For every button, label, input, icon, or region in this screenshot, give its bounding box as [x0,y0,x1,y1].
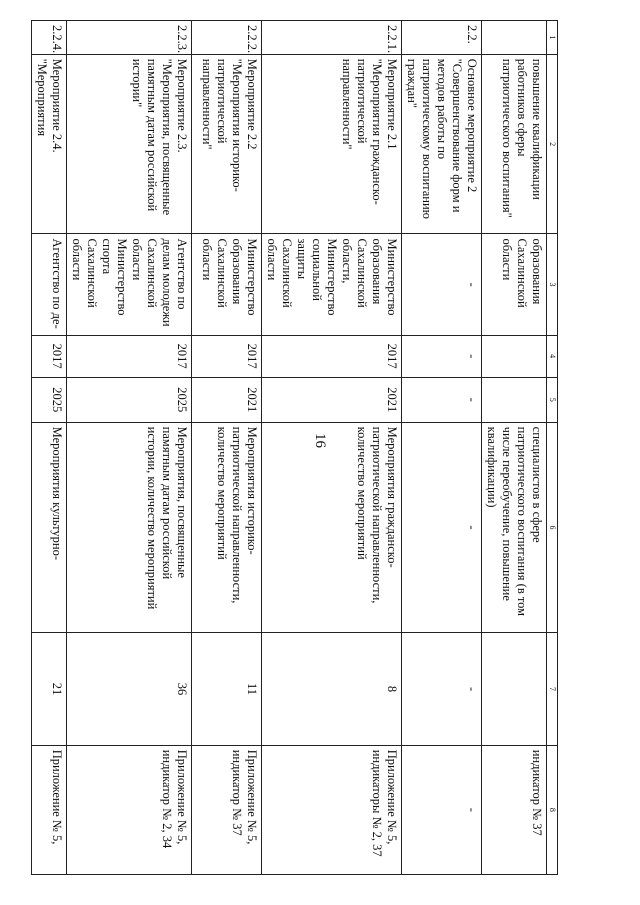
indicator: Мероприятия историко-патриотической направленности, количество мероприятий [192,422,262,633]
start-year: 2017 [192,335,262,377]
column-number: 5 [547,377,558,422]
table-row [192,21,262,875]
indicator-value: 8 [262,633,402,745]
executor: Агентство по де- [32,234,67,335]
executor: Министерство образования Сахалинской области [192,234,262,335]
event-name: Мероприятие 2.1 "Мероприятия гражданско-патриотической направленности" [262,54,402,234]
start-year: 2017 [67,335,192,377]
page-number: 16 [312,433,328,448]
column-number-row [547,21,558,875]
start-year [482,335,547,377]
indicator-value: 11 [192,633,262,745]
start-year: - [402,335,482,377]
indicator-link: Приложение № 5, индикаторы № 2, 37 [262,745,402,874]
program-events-table [31,20,558,875]
item-number: 2.2. [402,21,482,55]
table-row [67,21,192,875]
end-year: - [402,377,482,422]
executor: - [402,234,482,335]
column-number: 8 [547,745,558,874]
indicator-link: Приложение № 5, индикатор № 2, 34 [67,745,192,874]
event-name: Мероприятие 2.2 "Мероприятия историко-патриотической направленности" [192,54,262,234]
indicator: специалистов в сфере патриотического воспитания (в том числе переобучение, повышение квалификации) [482,422,547,633]
indicator-link: индикатор № 37 [482,745,547,874]
item-number: 2.2.4. [32,21,67,55]
column-number: 6 [547,422,558,633]
indicator-link: Приложение № 5, индикатор № 37 [192,745,262,874]
indicator-link: - [402,745,482,874]
indicator-link: Приложение № 5, [32,745,67,874]
table-row [402,21,482,875]
start-year: 2017 [32,335,67,377]
indicator-value: 21 [32,633,67,745]
item-number [482,21,547,55]
column-number: 2 [547,54,558,234]
item-number: 2.2.3. [67,21,192,55]
start-year: 2017 [262,335,402,377]
executor: Агентство по делам молодежи Сахалинской области Министерство спорта Сахалинской области [67,234,192,335]
executor: образования Сахалинской области [482,234,547,335]
table-row [262,21,402,875]
indicator-value: 36 [67,633,192,745]
column-number: 3 [547,234,558,335]
end-year: 2025 [32,377,67,422]
indicator-value: - [402,633,482,745]
column-number: 7 [547,633,558,745]
indicator: Мероприятия, посвященные памятным датам российской истории, количество мероприятий [67,422,192,633]
end-year: 2021 [262,377,402,422]
end-year [482,377,547,422]
event-name: Мероприятие 2.3. "Мероприятия, посвященные памятным датам российской истории" [67,54,192,234]
indicator: - [402,422,482,633]
end-year: 2021 [192,377,262,422]
event-name: повышение квалификации работников сферы патриотического воспитания" [482,54,547,234]
event-name: Основное мероприятие 2 "Совершенствование форм и методов работы по патриотическому воспитанию граждан" [402,54,482,234]
item-number: 2.2.2. [192,21,262,55]
item-number: 2.2.1. [262,21,402,55]
indicator: Мероприятия культурно- [32,422,67,633]
table-row [32,21,67,875]
event-name: Мероприятие 2.4. "Мероприятия [32,54,67,234]
indicator: Мероприятия гражданско-патриотической направленности, количество мероприятий [262,422,402,633]
table-row [482,21,547,875]
indicator-value [482,633,547,745]
column-number: 4 [547,335,558,377]
column-number: 1 [547,21,558,55]
end-year: 2025 [67,377,192,422]
executor: Министерство образования Сахалинской области, Министерство социальной защиты Сахалинской области [262,234,402,335]
